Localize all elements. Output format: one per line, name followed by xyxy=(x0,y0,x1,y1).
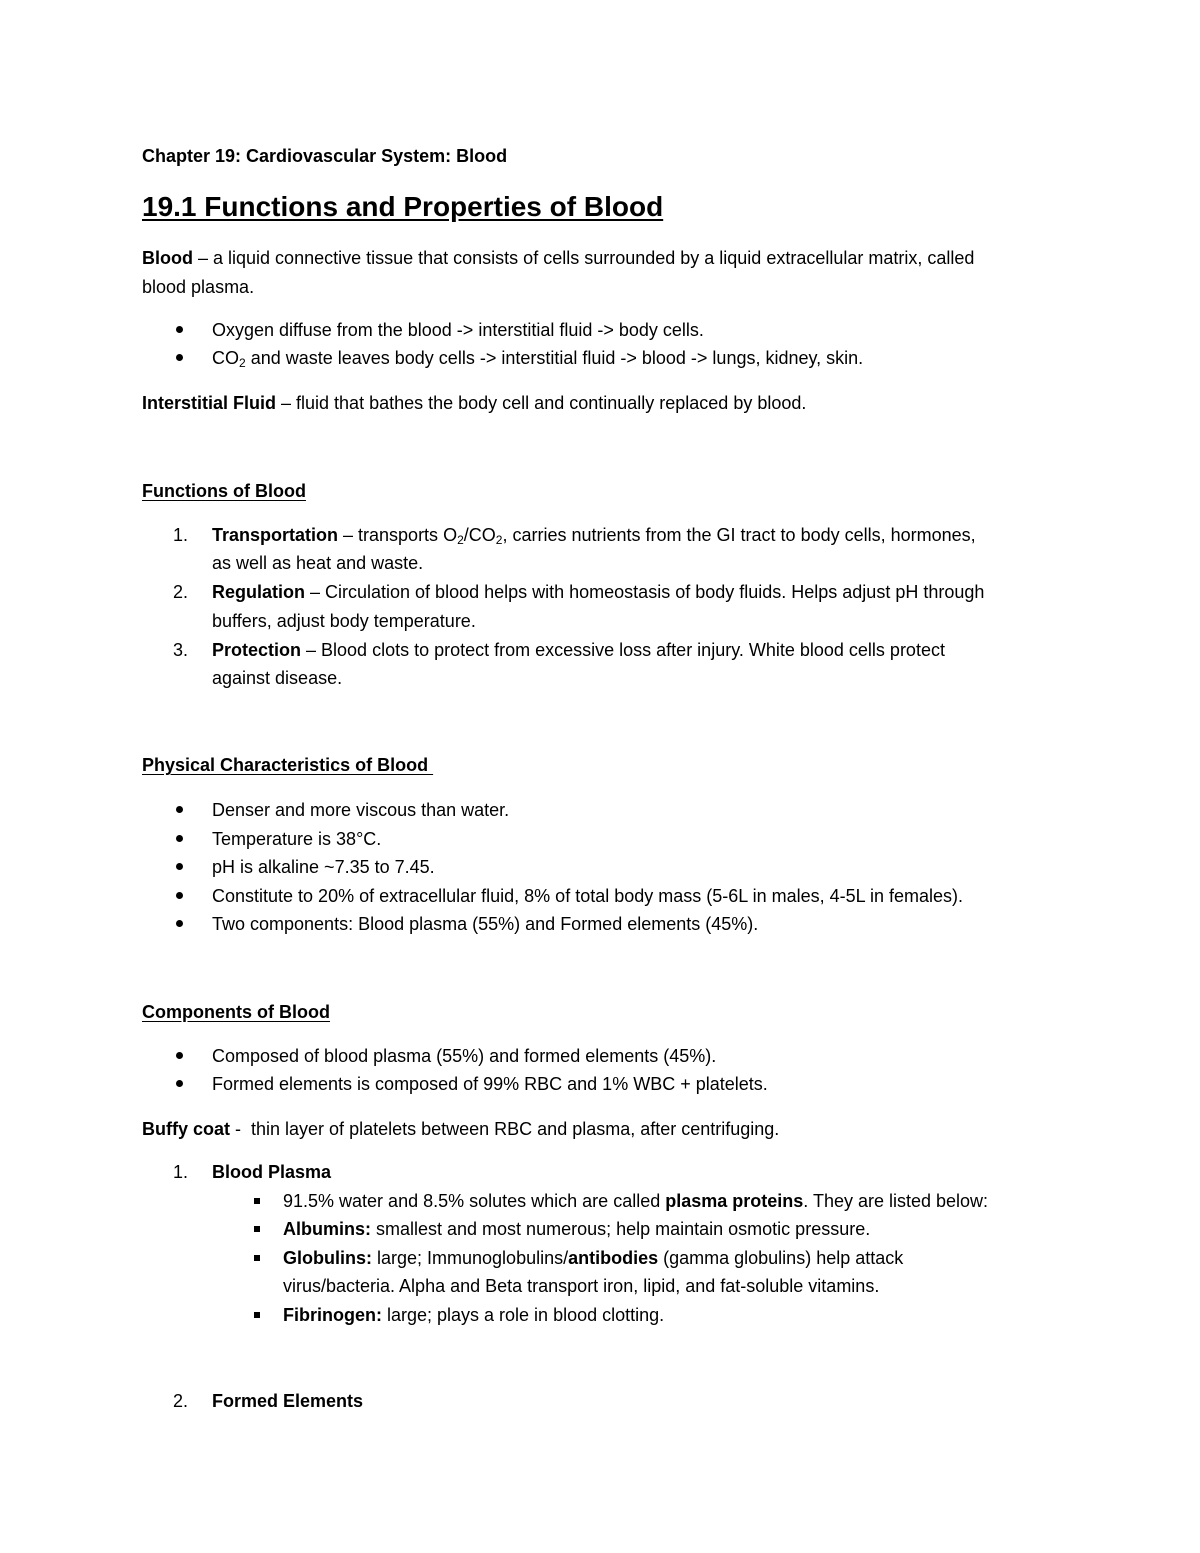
list-number: 2. xyxy=(173,1391,189,1411)
intro-bullet-1: Oxygen diffuse from the blood -> interstitial fluid -> body cells. xyxy=(212,320,704,340)
intro-bullet-2: $CO_2$ and waste leaves body cells -> interstitial fluid -> blood -> lungs, kidney, skin. xyxy=(212,348,864,370)
physical-item: Denser and more viscous than water. xyxy=(212,800,510,820)
function-transportation-line1: Transportation – transports $O_2/CO_2$, carries nutrients from the GI tract to body cells, hormones, xyxy=(212,525,976,547)
components-heading: Components of Blood xyxy=(142,1002,330,1022)
functions-heading: Functions of Blood xyxy=(142,481,306,501)
list-number: 3. xyxy=(173,640,189,660)
bullet-icon xyxy=(176,1052,183,1059)
bullet-icon xyxy=(176,892,183,899)
chapter-title: Chapter 19: Cardiovascular System: Blood xyxy=(142,146,508,166)
plasma-item-globulins-line2: virus/bacteria. Alpha and Beta transport iron, lipid, and fat-soluble vitamins. xyxy=(283,1276,880,1296)
formed-elements-heading: Formed Elements xyxy=(212,1391,364,1411)
physical-item: Constitute to 20% of extracellular fluid, 8% of total body mass (5-6L in males, 4-5L in females). xyxy=(212,886,964,906)
buffy-coat-definition: Buffy coat - thin layer of platelets between RBC and plasma, after centrifuging. xyxy=(142,1119,780,1139)
plasma-item-globulins-line1: Globulins: large; Immunoglobulins/antibodies (gamma globulins) help attack xyxy=(283,1248,904,1268)
list-number: 1. xyxy=(173,1162,189,1182)
blood-definition-line1: Blood – a liquid connective tissue that consists of cells surrounded by a liquid extracellular matrix, called xyxy=(142,248,975,268)
square-bullet-icon xyxy=(254,1226,260,1232)
physical-heading: Physical Characteristics of Blood xyxy=(142,755,434,775)
function-transportation-line2: as well as heat and waste. xyxy=(212,553,424,573)
square-bullet-icon xyxy=(254,1255,260,1261)
blood-definition-line2: blood plasma. xyxy=(142,277,255,297)
bullet-icon xyxy=(176,835,183,842)
function-regulation-line1: Regulation – Circulation of blood helps with homeostasis of body fluids. Helps adjust pH through xyxy=(212,582,985,602)
blood-term: Blood xyxy=(142,248,193,268)
bullet-icon xyxy=(176,1080,183,1087)
physical-item: Temperature is 38°C. xyxy=(212,829,382,849)
blood-plasma-heading: Blood Plasma xyxy=(212,1162,332,1182)
list-number: 1. xyxy=(173,525,189,545)
components-item: Composed of blood plasma (55%) and formed elements (45%). xyxy=(212,1046,717,1066)
bullet-icon xyxy=(176,806,183,813)
physical-item: Two components: Blood plasma (55%) and Formed elements (45%). xyxy=(212,914,759,934)
bullet-icon xyxy=(176,354,183,361)
physical-item: pH is alkaline ~7.35 to 7.45. xyxy=(212,857,435,877)
square-bullet-icon xyxy=(254,1312,260,1318)
plasma-item: 91.5% water and 8.5% solutes which are called plasma proteins. They are listed below: xyxy=(283,1191,989,1211)
function-protection-line2: against disease. xyxy=(212,668,343,688)
function-protection-line1: Protection – Blood clots to protect from excessive loss after injury. White blood cells protect xyxy=(212,640,945,660)
plasma-item-albumins: Albumins: smallest and most numerous; help maintain osmotic pressure. xyxy=(283,1219,871,1239)
plasma-item-fibrinogen: Fibrinogen: large; plays a role in blood clotting. xyxy=(283,1305,665,1325)
bullet-icon xyxy=(176,863,183,870)
bullet-icon xyxy=(176,326,183,333)
interstitial-definition: Interstitial Fluid – fluid that bathes the body cell and continually replaced by blood. xyxy=(142,393,807,413)
square-bullet-icon xyxy=(254,1198,260,1204)
components-item: Formed elements is composed of 99% RBC and 1% WBC + platelets. xyxy=(212,1074,768,1094)
bullet-icon xyxy=(176,920,183,927)
list-number: 2. xyxy=(173,582,189,602)
function-regulation-line2: buffers, adjust body temperature. xyxy=(212,611,476,631)
section-title: 19.1 Functions and Properties of Blood xyxy=(142,191,664,222)
